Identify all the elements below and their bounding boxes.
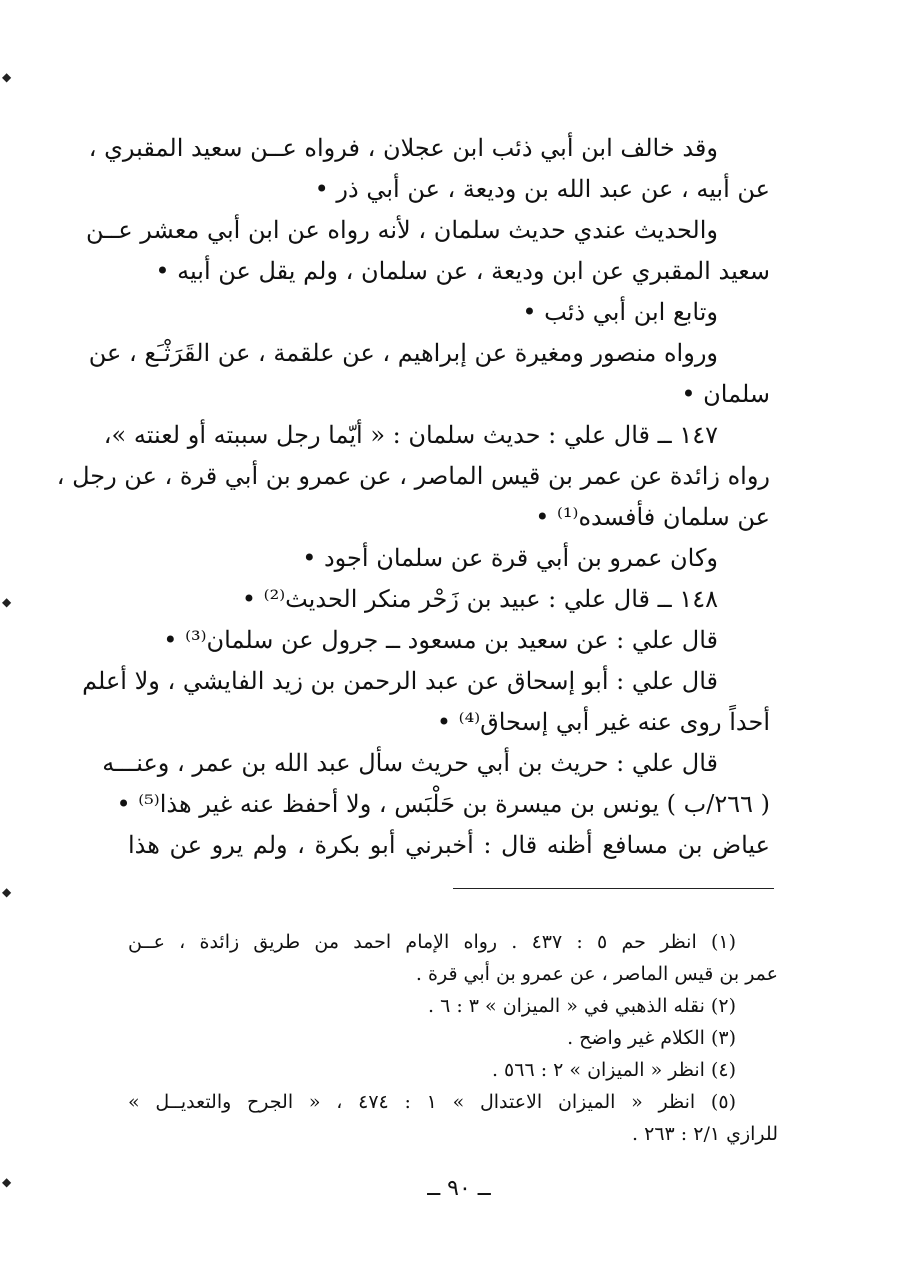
text-line: وتابع ابن أبي ذئب • [522, 298, 718, 326]
text-line: عن سلمان فأفسده⁽¹⁾ • [535, 503, 770, 531]
footnotes [128, 926, 778, 1150]
margin-mark: ◆ [2, 70, 12, 84]
text-line: والحديث عندي حديث سلمان ، لأنه رواه عن ابن أبي معشر عــن [85, 216, 718, 244]
text-line: قال علي : حريث بن أبي حريث سأل عبد الله بن عمر ، وعنـــه [102, 749, 718, 777]
page-number: ــ ٩٠ ــ [427, 1176, 491, 1201]
margin-mark: ◆ [2, 595, 12, 609]
footnote-line: (٤) انظر « الميزان » ٢ : ٥٦٦ . [491, 1059, 736, 1081]
margin-mark: ◆ [2, 1175, 12, 1189]
footnote-line: (٣) الكلام غير واضح . [567, 1027, 736, 1049]
text-line: ١٤٨ ــ قال علي : عبيد بن زَحْر منكر الحديث⁽²⁾ • [241, 585, 718, 613]
text-line: ورواه منصور ومغيرة عن إبراهيم ، عن علقمة ، عن القَرَثْـَع ، عن [88, 339, 718, 367]
footnote-line: (١) انظر حم ٥ : ٤٣٧ . رواه الإمام احمد من طريق زائدة ، عــن [128, 931, 737, 953]
text-line: ( ٢٦٦/ب ) يونس بن ميسرة بن حَلْبَس ، ولا أحفظ عنه غير هذا⁽⁵⁾ • [116, 790, 770, 818]
footnote-divider [453, 888, 774, 889]
text-line: قال علي : أبو إسحاق عن عبد الرحمن بن زيد الفايشي ، ولا أعلم [82, 667, 718, 695]
footnote-line: (٥) انظر « الميزان الاعتدال » ١ : ٤٧٤ ، « الجرح والتعديــل » [128, 1091, 736, 1113]
footnote-line: (٢) نقله الذهبي في « الميزان » ٣ : ٦ . [427, 995, 736, 1017]
text-line: رواه زائدة عن عمر بن قيس الماصر ، عن عمرو بن أبي قرة ، عن رجل ، [56, 462, 770, 490]
margin-mark: ◆ [2, 885, 12, 899]
text-line: عياض بن مسافع أظنه قال : أخبرني أبو بكرة ، ولم يرو عن هذا [128, 831, 770, 859]
text-line: قال علي : عن سعيد بن مسعود ــ جرول عن سلمان⁽³⁾ • [163, 626, 718, 654]
text-line: وكان عمرو بن أبي قرة عن سلمان أجود • [302, 544, 718, 572]
footnote-line: للرازي ٢/١ : ٢٦٣ . [632, 1123, 778, 1145]
main-text [56, 128, 770, 866]
text-line: سلمان • [681, 380, 770, 408]
text-line: أحداً روى عنه غير أبي إسحاق⁽⁴⁾ • [436, 708, 770, 736]
text-line: ١٤٧ ــ قال علي : حديث سلمان : « أيّما رجل سببته أو لعنته »، [103, 421, 718, 449]
text-line: سعيد المقبري عن ابن وديعة ، عن سلمان ، ولم يقل عن أبيه • [155, 257, 770, 285]
footnote-line: عمر بن قيس الماصر ، عن عمرو بن أبي قرة . [415, 963, 778, 985]
text-line: وقد خالف ابن أبي ذئب ابن عجلان ، فرواه عــن سعيد المقبري ، [88, 134, 718, 162]
text-line: عن أبيه ، عن عبد الله بن وديعة ، عن أبي ذر • [314, 175, 770, 203]
